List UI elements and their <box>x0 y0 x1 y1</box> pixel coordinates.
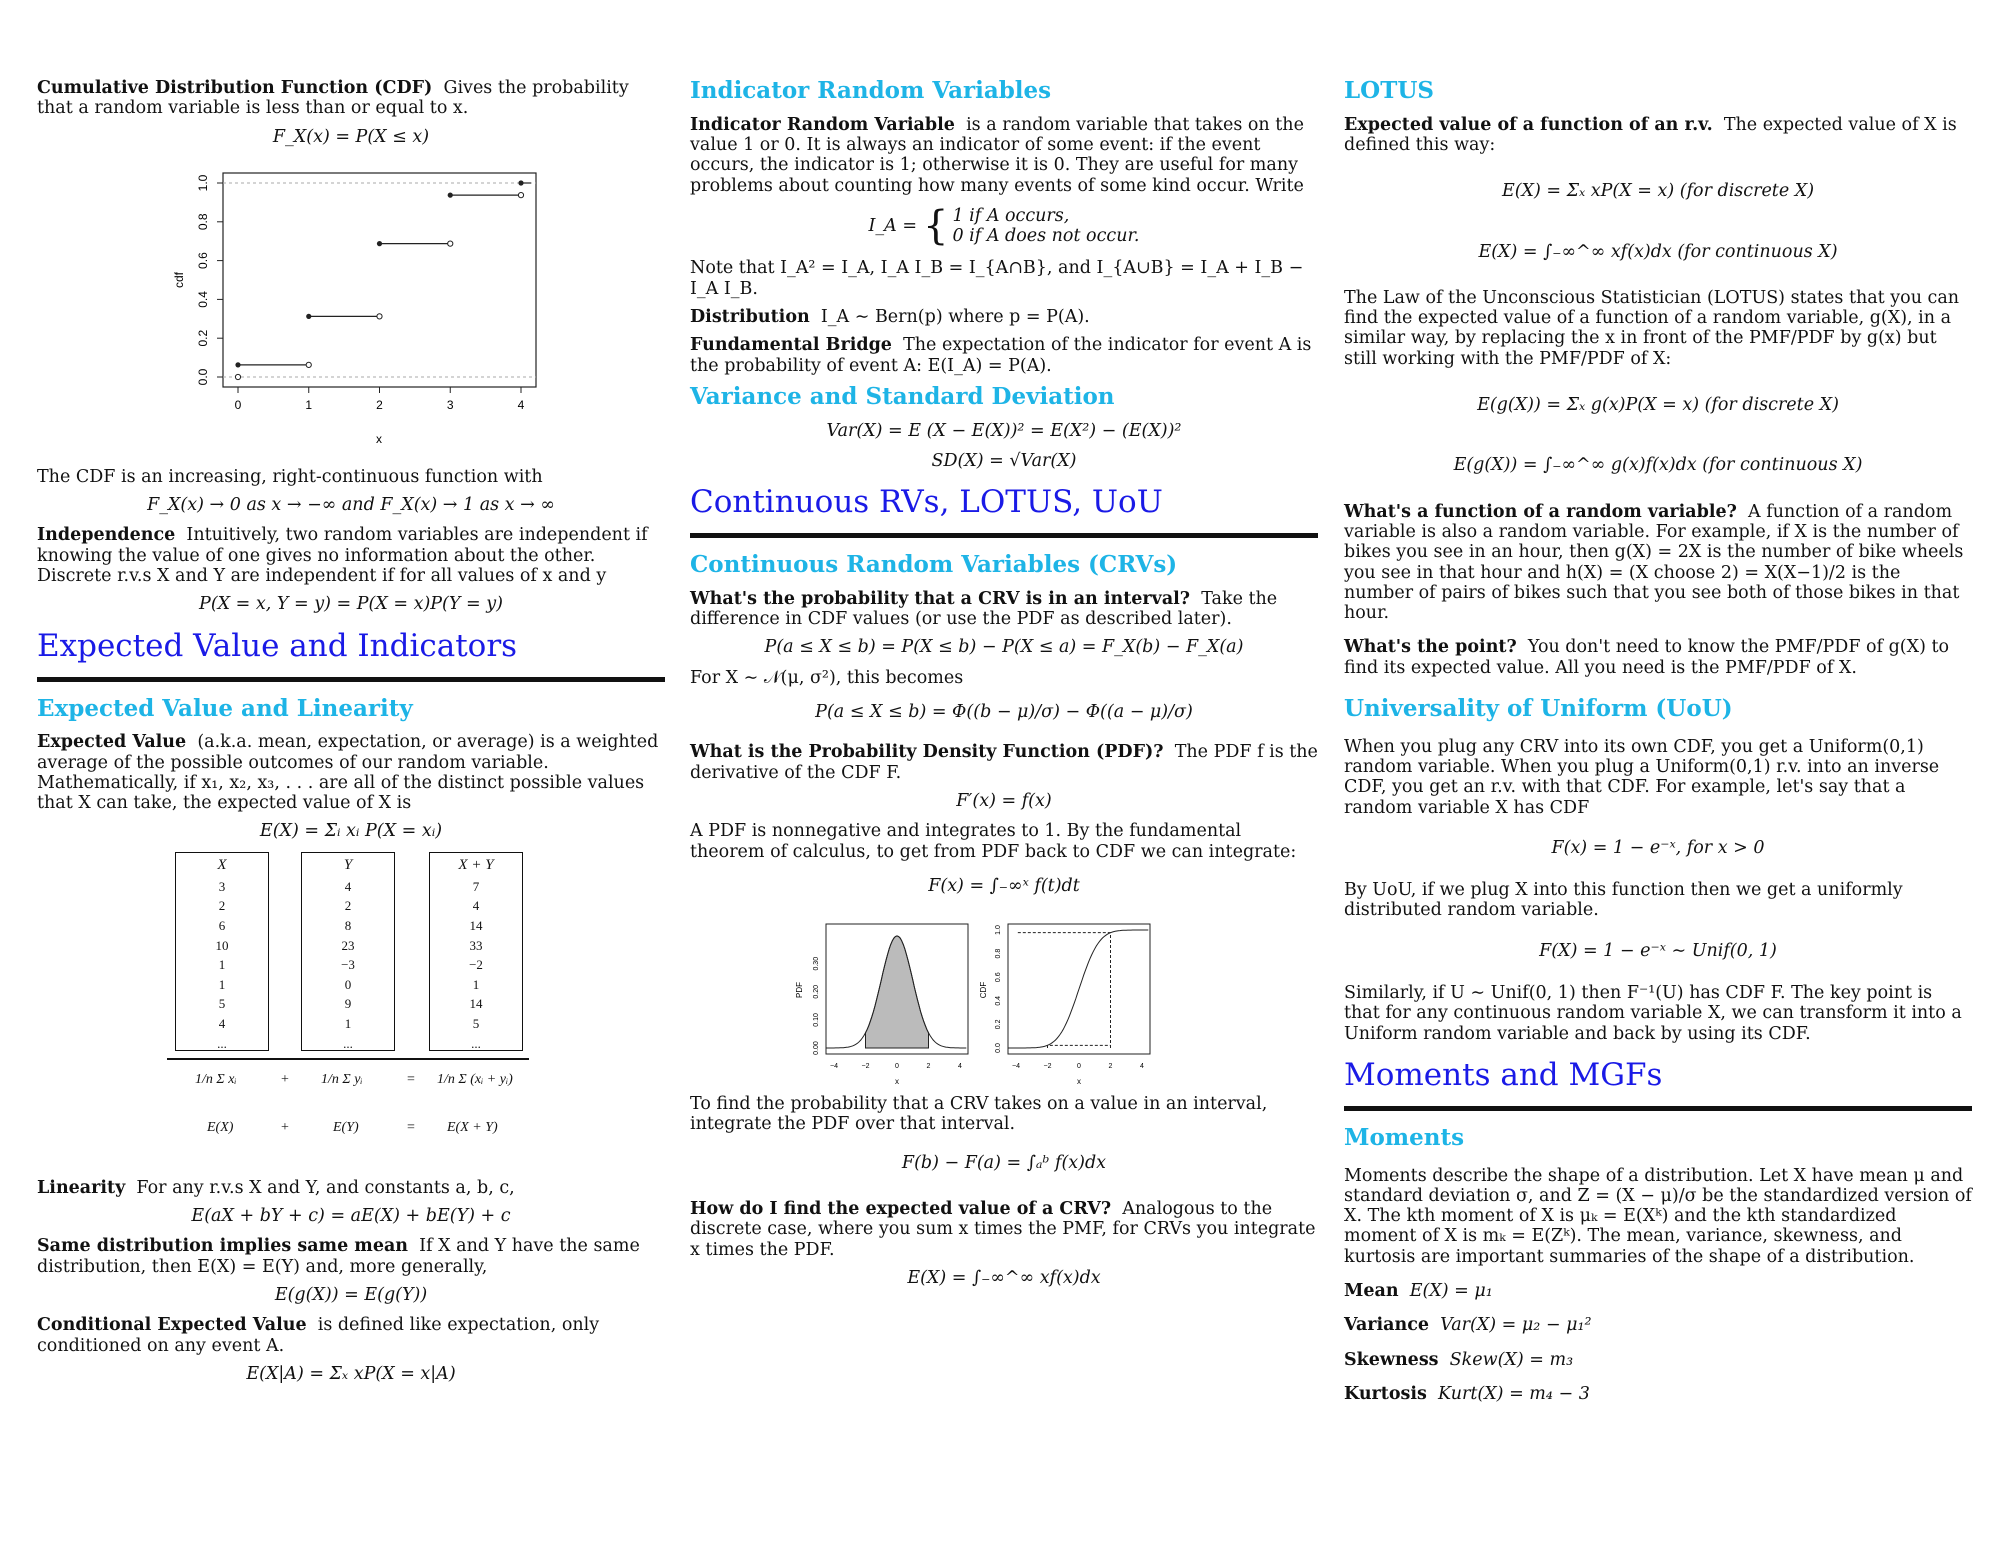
pdf-heading: What is the Probability Density Function (PDF)? <box>690 742 1164 763</box>
skewness-line <box>1344 1350 1972 1370</box>
probability-equation: P(a ≤ X ≤ b) = P(X ≤ b) − P(X ≤ a) = F_X(b) − F_X(a) <box>764 637 1244 658</box>
y-tick-label: 1.0 <box>196 174 210 192</box>
cdf-closed-point <box>235 362 240 367</box>
conditional-heading: Conditional Expected Value <box>37 1315 307 1336</box>
cdf-closed-point <box>518 180 523 185</box>
table-column-header: X + Y <box>458 856 494 873</box>
pdf-x-tick: 2 <box>926 1063 931 1071</box>
kurtosis-equation: Kurt(X) = m₄ − 3 <box>1438 1383 1590 1404</box>
sum-equals: = <box>407 1071 415 1087</box>
cdf-x-tick: 0 <box>1077 1063 1081 1071</box>
exy-label: E(X + Y) <box>447 1119 498 1135</box>
cdf-x-tick: −2 <box>1043 1063 1052 1071</box>
table-cell: 23 <box>341 937 355 953</box>
subsection-expected-value-linearity: Expected Value and Linearity <box>37 694 413 722</box>
table-cell: 2 <box>344 898 352 914</box>
linearity-equation: E(aX + bY + c) = aE(X) + bE(Y) + c <box>191 1206 511 1227</box>
mean-heading: Mean <box>1344 1281 1399 1302</box>
function-heading: What's a function of a random variable? <box>1344 501 1737 522</box>
y-axis-label: cdf <box>172 271 186 288</box>
y-tick-label: 0.0 <box>196 368 210 386</box>
variance-heading: Variance <box>1344 1315 1430 1336</box>
distribution-paragraph <box>690 307 1318 327</box>
cdf-paragraph <box>37 78 665 119</box>
brace-icon: { <box>923 203 949 250</box>
column-x <box>175 852 269 1051</box>
table-cell: −2 <box>469 957 483 973</box>
x-tick-label: 0 <box>234 397 242 412</box>
cdf-ylabel: CDF <box>979 981 988 999</box>
lotus-ev-paragraph <box>1344 115 1972 156</box>
lotus-ev-text: The expected value of X is defined this way: <box>1344 114 1957 155</box>
sum-xy: 1/n Σ (xᵢ + yᵢ) <box>437 1071 513 1087</box>
ey-equals: = <box>407 1119 415 1135</box>
column-3 <box>1344 78 1972 1412</box>
distribution-heading: Distribution <box>690 307 810 328</box>
point-text: You don't need to know the PMF/PDF of g(X) to find its expected value. All you need is the PMF/PDF of X. <box>1344 637 1950 678</box>
crv-ev-paragraph <box>690 1199 1318 1260</box>
indicator-paragraph <box>690 115 1318 196</box>
uou-text-3: Similarly, if U ∼ Unif(0, 1) then F⁻¹(U) has CDF F. The key point is that for any continuous random variable X, we can transform it into a Uniform random variable and back by using its CDF. <box>1344 983 1962 1044</box>
pdf-y-tick: 0.30 <box>813 956 820 971</box>
table-cell: 4 <box>344 878 352 894</box>
bridge-heading: Fundamental Bridge <box>690 335 892 356</box>
mean-equation: E(X) = μ₁ <box>1409 1281 1493 1302</box>
crv-ev-text: Analogous to the discrete case, where you sum x times the PMF, for CRVs you integrate x times the PDF. <box>690 1198 1316 1260</box>
indicator-lhs: I_A = <box>868 216 918 236</box>
subsection-indicator: Indicator Random Variables <box>690 77 1052 104</box>
cdf-open-point <box>518 192 523 197</box>
indicator-heading: Indicator Random Variable <box>690 114 955 135</box>
indicator-note: Note that I_A² = I_A, I_A I_B = I_{A∩B}, and I_{A∪B} = I_A + I_B − I_A I_B. <box>690 258 1304 299</box>
pdf-cdf-plots <box>690 918 1318 1088</box>
ey-label: E(Y) <box>333 1119 359 1135</box>
cdf-step-plot <box>37 161 665 461</box>
pdf-x-tick: −4 <box>830 1063 838 1071</box>
conditional-equation: E(X|A) = Σₓ xP(X = x|A) <box>246 1363 456 1384</box>
table-cell: 0 <box>344 976 352 992</box>
linearity-table <box>37 852 665 1170</box>
uou-text: When you plug any CRV into its own CDF, you get a Uniform(0,1) random variable. When you plug a Uniform(0,1) r.v. into an inverse CDF, you get an r.v. with that CDF. For example, let's say that a random variable X has CDF <box>1344 736 1940 818</box>
table-cell: 5 <box>472 1015 480 1031</box>
subsection-lotus: LOTUS <box>1344 77 1434 104</box>
pdf-x-tick: −2 <box>861 1063 870 1071</box>
probability-heading: What's the probability that a CRV is in an interval? <box>690 588 1191 609</box>
ex-label: E(X) <box>207 1119 234 1135</box>
cdf-y-tick: 0.8 <box>995 948 1002 959</box>
table-cell: 1 <box>218 957 226 973</box>
table-cell: 1 <box>344 1015 352 1031</box>
ev-continuous-equation: E(X) = ∫₋∞^∞ xf(x)dx (for continuous X) <box>1478 241 1838 262</box>
subsection-variance: Variance and Standard Deviation <box>690 382 1115 410</box>
expected-value-text: (a.k.a. mean, expectation, or average) is a weighted average of the possible outcomes of our random variable. Mathematically, if x₁, x₂, x₃, . . . are all of the distinct possible values that X can take, the expected value of X is <box>37 732 659 814</box>
cdf-heading: Cumulative Distribution Function (CDF) <box>37 78 433 98</box>
section-rule <box>37 677 665 682</box>
expected-value-equation: E(X) = Σᵢ xᵢ P(X = xᵢ) <box>259 821 443 842</box>
function-paragraph <box>1344 502 1972 624</box>
section-title-expected-value: Expected Value and Indicators <box>37 627 518 664</box>
x-ticks <box>235 387 525 412</box>
table-cell: 14 <box>469 996 483 1012</box>
pdf-integrate-text: A PDF is nonnegative and integrates to 1. By the fundamental theorem of calculus, to get from PDF back to CDF we can integrate: <box>690 821 1297 862</box>
cdf-increasing-text: The CDF is an increasing, right-continuous function with <box>37 466 543 487</box>
table-cell: 2 <box>218 898 226 914</box>
pdf-y-tick: 0.20 <box>813 985 820 999</box>
table-cell: 14 <box>469 917 483 933</box>
cdf-y-tick: 0.0 <box>995 1043 1002 1053</box>
indicator-cases-equation <box>690 203 1318 250</box>
uou-equation-2: F(X) = 1 − e⁻ˣ ∼ Unif(0, 1) <box>1539 940 1777 961</box>
cdf-limits-equation: F_X(x) → 0 as x → −∞ and F_X(x) → 1 as x → ∞ <box>147 495 555 516</box>
cdf-x-tick: 2 <box>1108 1063 1113 1071</box>
table-cell: 7 <box>472 878 480 894</box>
indicator-case-1: 1 if A occurs, <box>952 205 1070 226</box>
column-1 <box>37 78 665 1394</box>
expected-value-paragraph <box>37 732 665 813</box>
linearity-text: For any r.v.s X and Y, and constants a, b, c, <box>136 1177 515 1198</box>
independence-equation: P(X = x, Y = y) = P(X = x)P(Y = y) <box>199 594 503 615</box>
cdf-curve <box>1008 930 1148 1048</box>
indicator-case-2: 0 if A does not occur. <box>952 226 1140 247</box>
y-tick-label: 0.6 <box>196 252 210 269</box>
cdf-open-point <box>235 374 240 379</box>
section-title-moments: Moments and MGFs <box>1344 1056 1663 1093</box>
y-tick-label: 0.4 <box>196 290 210 308</box>
cdf-y-tick: 0.6 <box>995 972 1002 983</box>
cdf-steps <box>235 180 531 379</box>
normal-text: For X ∼ 𝒩(μ, σ²), this becomes <box>690 667 964 688</box>
cdf-open-point <box>448 241 453 246</box>
cdf-xlabel: x <box>1077 1077 1081 1087</box>
x-tick-label: 3 <box>446 397 454 412</box>
column-x-plus-y <box>429 852 523 1051</box>
ex-plus: + <box>281 1119 289 1135</box>
sum-plus: + <box>281 1071 289 1087</box>
cdf-open-point <box>377 314 382 319</box>
subsection-crv: Continuous Random Variables (CRVs) <box>690 551 1178 579</box>
sum-y: 1/n Σ yᵢ <box>321 1071 363 1087</box>
lotus-discrete-equation: E(g(X)) = Σₓ g(x)P(X = x) (for discrete X) <box>1477 395 1839 416</box>
column-y <box>301 852 395 1051</box>
function-text: A function of a random variable is also a random variable. For example, if X is the number of bikes you see in an hour, then g(X) = 2X is the number of bike wheels you see in that hour and h(X) = (X choose 2) = X(X−1)/2 is the number of pairs of bikes such that you see both of those bikes in that hour. <box>1344 501 1964 624</box>
pdf-x-tick: 0 <box>895 1063 899 1071</box>
table-cell: 4 <box>472 898 480 914</box>
y-ticks <box>196 174 223 385</box>
pdf-y-tick: 0.10 <box>813 1013 820 1027</box>
kurtosis-heading: Kurtosis <box>1344 1383 1427 1404</box>
pdf-paragraph <box>690 742 1318 783</box>
table-cell: 33 <box>469 937 483 953</box>
uou-equation-1: F(x) = 1 − e⁻ˣ, for x > 0 <box>1551 837 1765 858</box>
x-tick-label: 2 <box>376 397 383 412</box>
interval-text: To find the probability that a CRV takes on a value in an interval, integrate the PDF over that interval. <box>690 1094 1268 1135</box>
independence-heading: Independence <box>37 525 176 546</box>
independence-paragraph <box>37 525 665 586</box>
table-cell: ... <box>471 1035 481 1051</box>
pdf-text: The PDF f is the derivative of the CDF F. <box>690 742 1318 783</box>
lotus-continuous-equation: E(g(X)) = ∫₋∞^∞ g(x)f(x)dx (for continuous X) <box>1453 455 1863 476</box>
distribution-text: I_A ∼ Bern(p) where p = P(A). <box>820 307 1090 328</box>
same-distribution-equation: E(g(X)) = E(g(Y)) <box>274 1284 428 1305</box>
lotus-paragraph: The Law of the Unconscious Statistician (LOTUS) states that you can find the expected value of a function of a random variable, g(X), in a similar way, by replacing the x in front of the PMF/PDF by g(x) but still working with the PMF/PDF of X: <box>1344 287 1960 369</box>
point-heading: What's the point? <box>1344 637 1517 658</box>
sum-x: 1/n Σ xᵢ <box>195 1071 237 1087</box>
point-paragraph <box>1344 637 1972 678</box>
lotus-ev-heading: Expected value of a function of an r.v. <box>1344 114 1713 135</box>
table-cell: 8 <box>344 917 352 933</box>
kurtosis-line <box>1344 1384 1972 1404</box>
skewness-equation: Skew(X) = m₃ <box>1449 1349 1574 1370</box>
cdf-y-tick: 0.2 <box>995 1019 1002 1030</box>
column-2 <box>690 78 1318 1298</box>
x-tick-label: 4 <box>517 397 525 412</box>
skewness-heading: Skewness <box>1344 1349 1439 1370</box>
table-cell: 1 <box>472 976 480 992</box>
crv-ev-equation: E(X) = ∫₋∞^∞ xf(x)dx <box>907 1267 1101 1288</box>
pdf-ylabel: PDF <box>795 982 804 999</box>
same-distribution-paragraph <box>37 1236 665 1277</box>
bridge-paragraph <box>690 335 1318 376</box>
table-column-header: Y <box>343 856 353 873</box>
linearity-heading: Linearity <box>37 1177 126 1198</box>
table-cell: ... <box>217 1035 227 1051</box>
ev-discrete-equation: E(X) = Σₓ xP(X = x) (for discrete X) <box>1501 181 1815 202</box>
pdf-integral-equation: F(x) = ∫₋∞ˣ f(t)dt <box>928 875 1080 896</box>
table-cell: 10 <box>215 937 229 953</box>
y-tick-label: 0.8 <box>196 213 210 231</box>
pdf-xlabel: x <box>895 1077 899 1087</box>
table-cell: 9 <box>344 996 352 1012</box>
probability-paragraph <box>690 589 1318 630</box>
cdf-x-tick: −4 <box>1012 1063 1020 1071</box>
table-rule <box>167 1058 529 1060</box>
cdf-dotted-lines <box>1016 933 1111 1048</box>
conditional-paragraph <box>37 1315 665 1356</box>
table-column-header: X <box>217 856 227 873</box>
bridge-text: The expectation of the indicator for event A is the probability of event A: E(I_A) = P(A). <box>690 335 1312 376</box>
uou-text-2: By UoU, if we plug X into this function then we get a uniformly distributed random variable. <box>1344 880 1903 921</box>
y-tick-label: 0.2 <box>196 329 210 347</box>
table-cell: 6 <box>218 917 226 933</box>
table-cell: 3 <box>218 878 226 894</box>
cdf-closed-point <box>448 192 453 197</box>
linearity-paragraph <box>37 1178 665 1198</box>
interval-equation: F(b) − F(a) = ∫ₐᵇ f(x)dx <box>901 1152 1107 1173</box>
pdf-derivative-equation: F′(x) = f(x) <box>956 790 1052 811</box>
table-cell: −3 <box>341 957 355 973</box>
x-axis-label: x <box>376 431 382 446</box>
variance-equation: Var(X) = E (X − E(X))² = E(X²) − (E(X))² <box>826 420 1182 441</box>
cdf-y-tick: 1.0 <box>995 925 1002 935</box>
moments-text: Moments describe the shape of a distribution. Let X have mean μ and standard deviation σ, and Z = (X − μ)/σ be the standardized version of X. The kth moment of X is μₖ = E(Xᵏ) and the kth standardized moment of X is mₖ = E(Zᵏ). The mean, variance, skewness, and kurtosis are important summaries of the shape of a distribution. <box>1344 1165 1972 1267</box>
sd-equation: SD(X) = √Var(X) <box>931 450 1077 471</box>
same-distribution-text: If X and Y have the same distribution, then E(X) = E(Y) and, more generally, <box>37 1236 640 1277</box>
pdf-x-tick: 4 <box>958 1063 962 1071</box>
mean-line <box>1344 1281 1972 1301</box>
table-cell: 5 <box>218 996 226 1012</box>
section-title-continuous: Continuous RVs, LOTUS, UoU <box>690 484 1163 521</box>
table-cell: 4 <box>218 1015 226 1031</box>
plot-frame <box>223 173 536 387</box>
table-cell: 1 <box>218 976 226 992</box>
cdf-x-tick: 4 <box>1140 1063 1144 1071</box>
cdf-closed-point <box>377 241 382 246</box>
cdf-y-tick: 0.4 <box>995 996 1002 1006</box>
cdf-equation: F_X(x) = P(X ≤ x) <box>272 126 430 147</box>
probability-text: Take the difference in CDF values (or use the PDF as described later). <box>690 588 1278 630</box>
section-rule <box>1344 1106 1972 1111</box>
normal-equation: P(a ≤ X ≤ b) = Φ((b − μ)/σ) − Φ((a − μ)/σ) <box>815 702 1193 723</box>
table-cell: ... <box>343 1035 353 1051</box>
variance-line <box>1344 1315 1972 1335</box>
section-rule <box>690 533 1318 538</box>
x-tick-label: 1 <box>305 397 313 412</box>
subsection-moments: Moments <box>1344 1123 1465 1151</box>
cdf-open-point <box>306 362 311 367</box>
subsection-uou: Universality of Uniform (UoU) <box>1344 695 1733 723</box>
cdf-text: Gives the probability that a random variable is less than or equal to x. <box>37 78 629 119</box>
pdf-y-tick: 0.00 <box>813 1041 820 1055</box>
crv-ev-heading: How do I find the expected value of a CRV? <box>690 1198 1112 1219</box>
conditional-text: is defined like expectation, only conditioned on any event A. <box>37 1315 600 1356</box>
pdf-shaded-area <box>866 936 929 1048</box>
independence-text: Intuitively, two random variables are independent if knowing the value of one gives no information about the other. Discrete r.v.s X and Y are independent if for all values of x and y <box>37 525 648 587</box>
variance-moment-equation: Var(X) = μ₂ − μ₁² <box>1440 1315 1592 1336</box>
cdf-closed-point <box>306 314 311 319</box>
expected-value-heading: Expected Value <box>37 732 187 753</box>
indicator-text: is a random variable that takes on the value 1 or 0. It is always an indicator of some event: if the event occurs, the indicator is 1; otherwise it is 0. They are useful for many problems about counting how many events of some kind occur. Write <box>690 114 1304 196</box>
same-distribution-heading: Same distribution implies same mean <box>37 1236 409 1257</box>
